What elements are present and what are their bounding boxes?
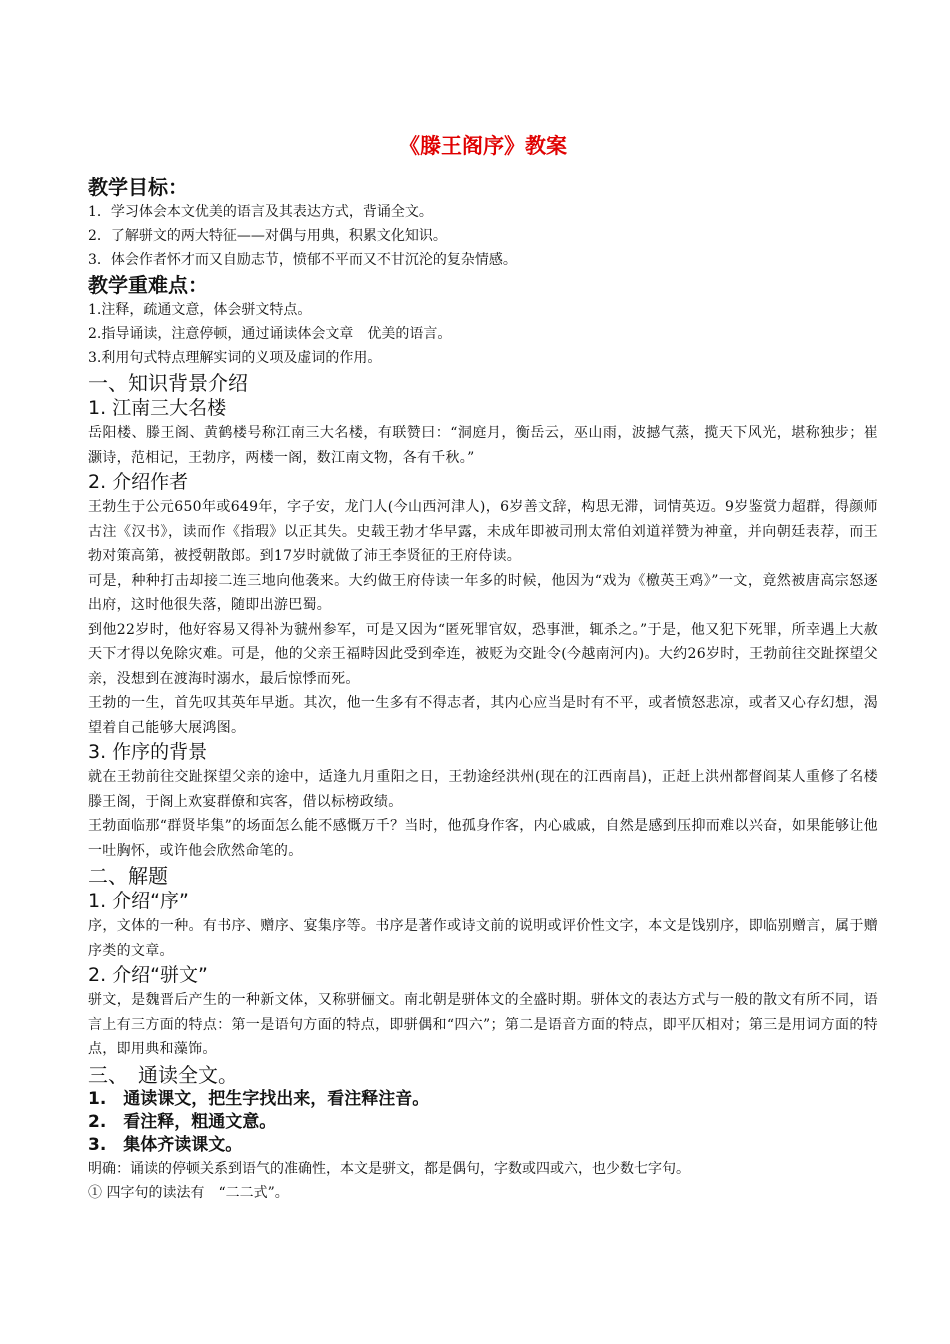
section-heading: 二、解题 — [88, 864, 168, 888]
goal-item: 3．体会作者怀才而又自励志节，愤郁不平而又不甘沉沦的复杂情感。 — [88, 252, 517, 268]
subsection-heading: 1. 介绍“序” — [88, 890, 189, 912]
subsection-heading: 2. 介绍作者 — [88, 471, 189, 493]
goal-item: 1．学习体会本文优美的语言及其表达方式，背诵全文。 — [88, 204, 433, 220]
key-points-heading: 教学重难点： — [88, 273, 208, 297]
goal-item: 2．了解骈文的两大特征——对偶与用典，积累文化知识。 — [88, 228, 447, 244]
reading-step: 2. 看注释，粗通文意。 — [88, 1111, 277, 1132]
explanation-line: 明确：诵读的停顿关系到语气的准确性，本文是骈文，都是偶句，字数或四或六，也少数七字句。 — [88, 1160, 690, 1177]
document-title: 《滕王阁序》教案 — [399, 134, 567, 158]
paragraph: 序，文体的一种。有书序、赠序、宴集序等。书序是著作或诗文前的说明或评价性文字，本文是饯别序，即临别赠言，属于赠序类的文章。 — [88, 918, 878, 959]
paragraph: 骈文，是魏晋后产生的一种新文体，又称骈俪文。南北朝是骈体文的全盛时期。骈体文的表达方式与一般的散文有所不同，语言上有三方面的特点：第一是语句方面的特点，即骈偶和“四六”；第二是语音方面的特点，即平仄相对；第三是用词方面的特点，即用典和藻饰。 — [88, 992, 878, 1057]
explanation-line: ① 四字句的读法有 “二二式”。 — [88, 1184, 289, 1201]
subsection-heading: 1. 江南三大名楼 — [88, 397, 227, 419]
paragraph: 王勃面临那“群贤毕集”的场面怎么能不感慨万千？当时，他孤身作客，内心戚戚，自然是感到压抑而难以兴奋，如果能够让他一吐胸怀，或许他会欣然命笔的。 — [88, 818, 878, 859]
goals-heading: 教学目标： — [88, 175, 188, 199]
reading-step: 1. 通读课文，把生字找出来，看注释注音。 — [88, 1088, 430, 1109]
paragraph: 王勃的一生，首先叹其英年早逝。其次，他一生多有不得志者，其内心应当是时有不平，或者愤怒悲凉，或者又心存幻想，渴望着自己能够大展鸿图。 — [88, 695, 878, 736]
paragraph: 岳阳楼、滕王阁、黄鹤楼号称江南三大名楼，有联赞曰：“洞庭月，衡岳云，巫山雨，波撼气蒸，揽天下风光，堪称独步；崔灏诗，范相记，王勃序，两楼一阁，数江南文物，各有千秋。” — [88, 425, 878, 466]
subsection-heading: 2. 介绍“骈文” — [88, 964, 208, 986]
paragraph: 到他22岁时，他好容易又得补为虢州参军，可是又因为“匿死罪官奴，恐事泄，辄杀之。”于是，他又犯下死罪，所幸遇上大赦天下才得以免除灾难。可是，他的父亲王福畤因此受到牵连，被贬为交趾令(今越南河内)。大约26岁时，王勃前往交趾探望父亲，没想到在渡海时溺水，最后惊悸而死。 — [88, 621, 878, 687]
paragraph: 王勃生于公元650年或649年，字子安，龙门人(今山西河津人)，6岁善文辞，构思无滞，词情英迈。9岁鉴赏力超群，得颜师古注《汉书》，读而作《指瑕》以正其失。史载王勃才华早露，未成年即被司刑太常伯刘道祥赞为神童，并向朝廷表荐，而王勃对策高第，被授朝散郎。到17岁时就做了沛王李贤征的王府侍读。 — [88, 499, 878, 564]
key-point-item: 2.指导诵读，注意停顿，通过诵读体会文章 优美的语言。 — [88, 326, 452, 342]
section-heading: 三、 通读全文。 — [88, 1062, 238, 1087]
paragraph: 可是，种种打击却接二连三地向他袭来。大约做王府侍读一年多的时候，他因为“戏为《檄英王鸡》”一文，竟然被唐高宗怒逐出府，这时他很失落，随即出游巴蜀。 — [88, 572, 878, 613]
paragraph: 就在王勃前往交趾探望父亲的途中，适逢九月重阳之日，王勃途经洪州(现在的江西南昌)，正赶上洪州都督阎某人重修了名楼滕王阁，于阁上欢宴群僚和宾客，借以标榜政绩。 — [88, 769, 878, 810]
section-heading: 一、知识背景介绍 — [88, 371, 248, 395]
key-point-item: 1.注释，疏通文意，体会骈文特点。 — [88, 302, 312, 318]
subsection-heading: 3. 作序的背景 — [88, 741, 208, 763]
reading-step: 3. 集体齐读课文。 — [88, 1134, 243, 1155]
document-body — [88, 174, 878, 1205]
key-point-item: 3.利用句式特点理解实词的义项及虚词的作用。 — [88, 350, 382, 366]
